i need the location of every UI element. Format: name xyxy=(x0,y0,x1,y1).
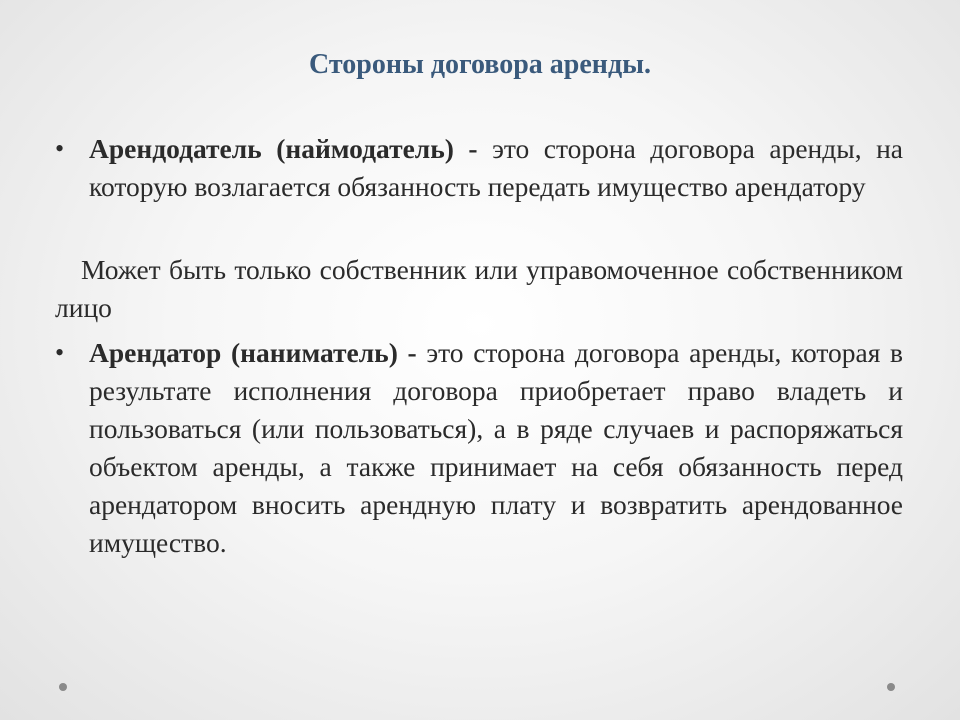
bullet-text xyxy=(89,334,903,562)
definition-lessee: это сторона договора аренды, которая в результате исполнения договора приобретает право владеть и пользоваться (или пользоваться), а в ряде случаев и распоряжаться объектом аренды, а также принимает на себя обязанность перед арендатором вносить арендную плату и возвратить арендованное имущество. xyxy=(89,337,904,558)
bullet-text xyxy=(89,130,903,206)
bullet-item-lessor xyxy=(55,130,903,206)
bullet-marker: • xyxy=(55,338,65,367)
nav-dot-left xyxy=(59,683,67,691)
term-lessor: Арендодатель (наймодатель) - xyxy=(89,133,478,164)
bullet-item-lessee xyxy=(55,334,903,562)
bullet-marker: • xyxy=(55,134,65,163)
note-paragraph: Может быть только собственник или управомоченное собственником лицо xyxy=(55,254,903,323)
term-lessee: Арендатор (наниматель) - xyxy=(89,337,417,368)
slide-title: Стороны договора аренды. xyxy=(309,49,651,80)
definition-lessor: это сторона договора аренды, на которую возлагается обязанность передать имущество арендатору xyxy=(89,133,903,202)
nav-dot-right xyxy=(887,683,895,691)
